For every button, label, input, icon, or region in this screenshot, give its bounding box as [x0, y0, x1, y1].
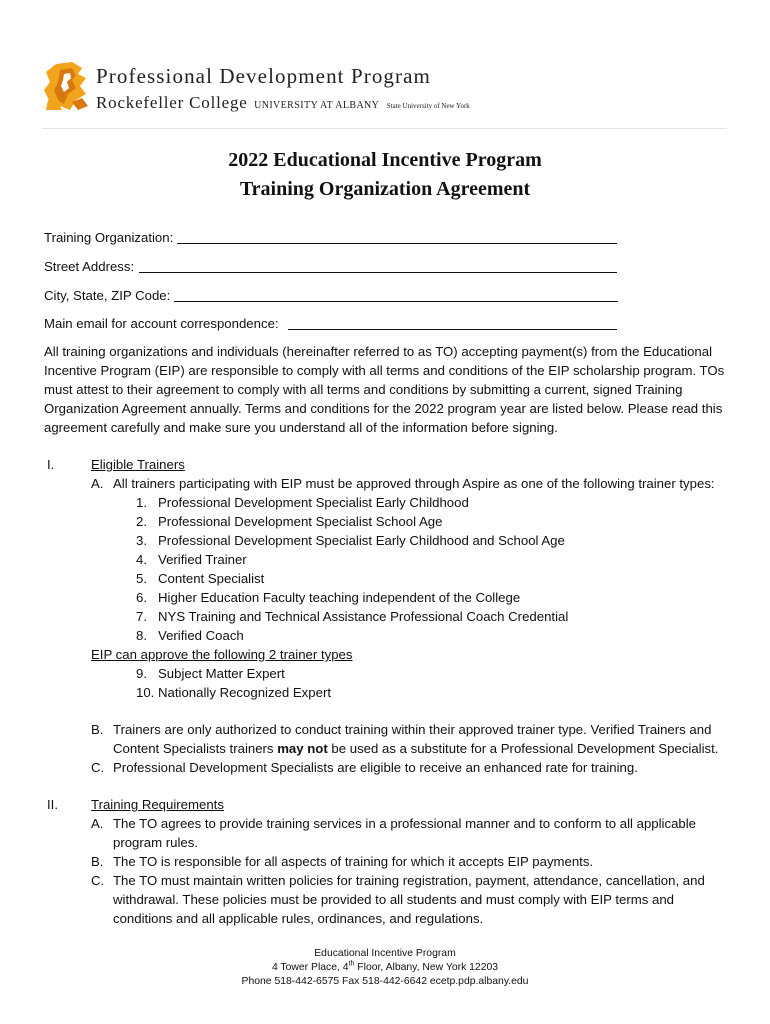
- trainer-type-item: Verified Coach: [158, 628, 244, 643]
- section2-item-letter: C.: [91, 873, 105, 888]
- document-title-line1: 2022 Educational Incentive Program: [228, 149, 542, 171]
- trainer-type-num: 6.: [136, 590, 147, 605]
- section1-item-c-letter: C.: [91, 760, 105, 775]
- section1-item-b-line1: Trainers are only authorized to conduct training within their approved trainer type. Verified Trainers and: [113, 722, 712, 737]
- trainer-type-num: 7.: [136, 609, 147, 624]
- eip-type-num: 10.: [136, 685, 155, 700]
- eip-approve-heading: EIP can approve the following 2 trainer types: [91, 647, 353, 662]
- eip-type-item: Nationally Recognized Expert: [158, 685, 331, 700]
- section2-item-letter: B.: [91, 854, 104, 869]
- section2-item-line: The TO is responsible for all aspects of training for which it accepts EIP payments.: [113, 854, 594, 869]
- section2-item-line: withdrawal. These policies must be provided to all students and must comply with EIP terms and: [113, 892, 674, 907]
- main-email-input-line[interactable]: [288, 329, 617, 330]
- trainer-type-num: 3.: [136, 533, 147, 548]
- section1-item-a-text: All trainers participating with EIP must be approved through Aspire as one of the following trainer types:: [113, 476, 715, 491]
- trainer-type-item: Content Specialist: [158, 571, 265, 586]
- trainer-type-item: Higher Education Faculty teaching independent of the College: [158, 590, 521, 605]
- section2-item-line: program rules.: [113, 835, 199, 850]
- trainer-type-num: 4.: [136, 552, 147, 567]
- field-label: Street Address:: [44, 259, 135, 274]
- main-email-field: [44, 313, 619, 335]
- trainer-type-item: Professional Development Specialist Early Childhood: [158, 495, 469, 510]
- logo-college-line: [96, 93, 470, 113]
- footer-address-post: Floor, Albany, New York 12203: [354, 962, 499, 973]
- trainer-type-num: 5.: [136, 571, 147, 586]
- trainer-type-item: NYS Training and Technical Assistance Professional Coach Credential: [158, 609, 569, 624]
- training-organization-field: [44, 227, 619, 249]
- trainer-type-item: Professional Development Specialist School Age: [158, 514, 443, 529]
- trainer-type-item: Verified Trainer: [158, 552, 247, 567]
- eip-type-num: 9.: [136, 666, 147, 681]
- section1-item-b-letter: B.: [91, 722, 104, 737]
- footer-address-sup: th: [348, 960, 355, 968]
- logo-university-name: UNIVERSITY AT ALBANY: [254, 100, 380, 111]
- section2-item-line: The TO must maintain written policies for training registration, payment, attendance, cancellation, and: [113, 873, 705, 888]
- section1-item-b-line2: [113, 739, 718, 758]
- header-divider: [42, 128, 727, 129]
- street-address-input-line[interactable]: [139, 272, 617, 273]
- pdp-logo: [42, 60, 502, 116]
- footer-address-pre: 4 Tower Place, 4: [271, 962, 349, 973]
- section2-item-letter: A.: [91, 816, 104, 831]
- section1-item-a-letter: A.: [91, 476, 104, 491]
- item-b-text-post: be used as a substitute for a Professional Development Specialist.: [327, 741, 719, 756]
- document-title-line2: Training Organization Agreement: [239, 178, 531, 200]
- section2-item-line: The TO agrees to provide training services in a professional manner and to conform to all applicable: [113, 816, 697, 831]
- item-b-text-pre: Content Specialists trainers: [113, 741, 278, 756]
- trainer-type-num: 2.: [136, 514, 147, 529]
- section2-numeral: II.: [47, 797, 58, 812]
- item-b-bold-text: may not: [277, 741, 328, 756]
- intro-paragraph: All training organizations and individuals (hereinafter referred to as TO) accepting payment(s) from the Educational Incentive Program (EIP) are responsible to comply with all terms and conditions of the EIP scholarship program. TOs must attest to their agreement to comply with all terms and conditions by submitting a current, signed Training Organization Agreement annually. Terms and conditions for the 2022 program year are listed below. Please read this agreement carefully and make sure you understand all of the information before signing.: [44, 344, 725, 435]
- footer-line1: Educational Incentive Program: [314, 948, 456, 959]
- field-label: Training Organization:: [44, 230, 174, 245]
- section1-numeral: I.: [47, 457, 55, 472]
- street-address-field: [44, 256, 619, 278]
- trainer-type-num: 1.: [136, 495, 147, 510]
- trainer-type-item: Professional Development Specialist Early Childhood and School Age: [158, 533, 565, 548]
- section1-item-c-text: Professional Development Specialists are eligible to receive an enhanced rate for training.: [113, 760, 638, 775]
- field-label: Main email for account correspondence:: [44, 316, 279, 331]
- section1-heading: Eligible Trainers: [91, 457, 185, 472]
- logo-program-name: Professional Development Program: [96, 64, 431, 88]
- footer-address: [0, 961, 770, 975]
- pdp-emblem-icon: [42, 60, 92, 112]
- section2-heading: Training Requirements: [91, 797, 224, 812]
- training-organization-input-line[interactable]: [177, 243, 617, 244]
- section2-item-line: conditions and all applicable rules, ordinances, and regulations.: [113, 911, 484, 926]
- footer-contact: Phone 518-442-6575 Fax 518-442-6642 ecetp.pdp.albany.edu: [241, 976, 529, 987]
- trainer-type-num: 8.: [136, 628, 147, 643]
- field-label: City, State, ZIP Code:: [44, 288, 171, 303]
- logo-college-name: Rockefeller College: [96, 93, 248, 112]
- city-state-zip-field: [44, 285, 620, 307]
- eip-type-item: Subject Matter Expert: [158, 666, 285, 681]
- city-state-zip-input-line[interactable]: [174, 301, 618, 302]
- logo-suny-tagline: State University of New York: [386, 102, 470, 110]
